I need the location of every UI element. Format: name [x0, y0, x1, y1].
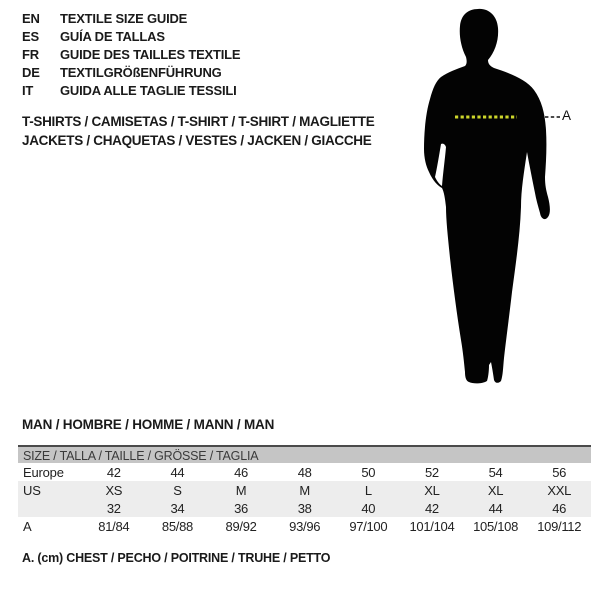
table-cell: 44 [170, 464, 185, 480]
table-cell: L [364, 482, 372, 498]
table-cell: 85/88 [161, 518, 193, 534]
row-label: Europe [23, 464, 64, 480]
table-cell: 81/84 [98, 518, 130, 534]
table-cell: XL [487, 482, 504, 498]
table-cell: 36 [234, 500, 248, 516]
table-cell: 105/108 [473, 518, 519, 534]
category-jackets: JACKETS / CHAQUETAS / VESTES / JACKEN / GIACCHE [22, 133, 372, 148]
table-cell: 54 [488, 464, 503, 480]
lang-code: IT [22, 83, 34, 98]
table-row-chest-cm [18, 517, 591, 535]
language-legend [22, 10, 240, 100]
lang-row-es [22, 28, 240, 46]
table-cell: 93/96 [289, 518, 321, 534]
table-cell: 97/100 [349, 518, 388, 534]
lang-label: GUIDA ALLE TAGLIE TESSILI [60, 83, 237, 98]
lang-code: DE [22, 65, 40, 80]
lang-row-en [22, 10, 240, 28]
table-row-us [18, 481, 591, 499]
man-silhouette-shape [424, 9, 550, 383]
table-cell: 101/104 [409, 518, 455, 534]
lang-row-de [22, 64, 240, 82]
lang-label: GUIDE DES TAILLES TEXTILE [60, 47, 241, 62]
table-cell: 56 [552, 464, 567, 480]
section-title: MAN / HOMBRE / HOMME / MANN / MAN [22, 417, 275, 432]
table-cell: 46 [234, 464, 248, 480]
table-cell: XL [424, 482, 440, 498]
category-tshirts: T-SHIRTS / CAMISETAS / T-SHIRT / T-SHIRT / MAGLIETTE [22, 114, 375, 129]
size-table-header: SIZE / TALLA / TAILLE / GRÖSSE / TAGLIA [18, 445, 591, 463]
table-cell: S [173, 482, 182, 498]
table-cell: 89/92 [225, 518, 257, 534]
table-cell: 109/112 [537, 518, 582, 534]
measure-label-a: A [562, 108, 572, 123]
table-cell: 34 [170, 500, 185, 516]
table-cell: M [299, 482, 310, 498]
man-silhouette-svg [395, 0, 600, 392]
table-cell: 40 [361, 500, 376, 516]
table-cell: 46 [552, 500, 567, 516]
table-cell: M [235, 482, 247, 498]
lang-code: ES [22, 29, 39, 44]
lang-row-fr [22, 46, 240, 64]
lang-label: TEXTILE SIZE GUIDE [60, 11, 188, 26]
lang-code: FR [22, 47, 39, 62]
garment-categories [22, 112, 374, 150]
man-silhouette-figure [395, 0, 600, 392]
lang-code: EN [22, 11, 40, 26]
row-label: A [23, 518, 32, 534]
table-cell: 38 [297, 500, 312, 516]
lang-row-it [22, 82, 240, 100]
table-cell: 50 [361, 464, 376, 480]
size-table [18, 445, 591, 535]
table-cell: 44 [488, 500, 503, 516]
table-cell: 52 [425, 464, 439, 480]
table-row-europe [18, 463, 591, 481]
table-cell: XS [105, 482, 123, 498]
table-cell: XXL [547, 482, 572, 498]
row-label: US [23, 482, 41, 498]
table-cell: 48 [297, 464, 312, 480]
lang-label: TEXTILGRÖßENFÜHRUNG [60, 65, 222, 80]
measurement-footnote: A. (cm) CHEST / PECHO / POITRINE / TRUHE / PETTO [22, 551, 331, 565]
table-row-us-numeric [18, 499, 591, 517]
table-cell: 42 [106, 464, 121, 480]
table-cell: 32 [106, 500, 121, 516]
lang-label: GUÍA DE TALLAS [60, 29, 165, 44]
table-cell: 42 [425, 500, 439, 516]
